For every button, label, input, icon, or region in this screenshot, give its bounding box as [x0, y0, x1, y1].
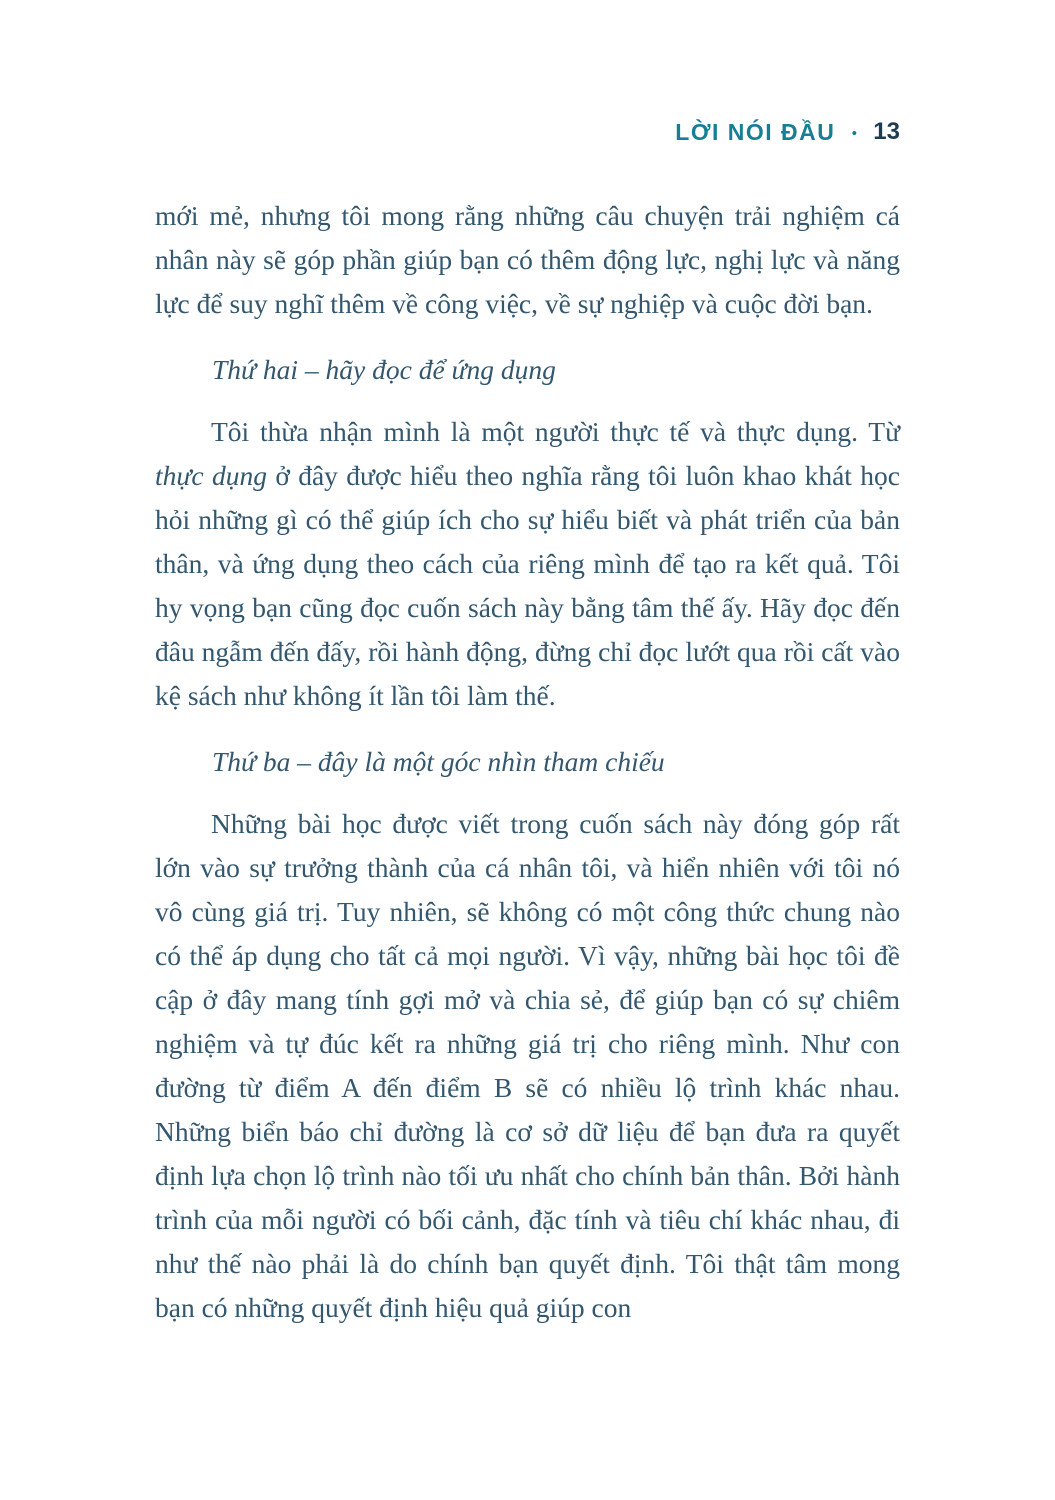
paragraph	[155, 410, 900, 718]
paragraph	[155, 194, 900, 326]
emphasized-text: Thứ ba – đây là một góc nhìn tham chiếu	[212, 746, 665, 777]
page-header	[155, 118, 900, 146]
body-text: Tôi thừa nhận mình là một người thực tế và thực dụng. Từ	[211, 416, 900, 447]
paragraph	[155, 802, 900, 1330]
emphasized-text: thực dụng	[155, 460, 267, 491]
section-heading	[155, 348, 900, 392]
section-heading	[155, 740, 900, 784]
body-text: mới mẻ, nhưng tôi mong rằng những câu chuyện trải nghiệm cá nhân này sẽ góp phần giúp bạn có thêm động lực, nghị lực và năng lực để suy nghĩ thêm về công việc, về sự nghiệp và cuộc đời bạn.	[155, 200, 900, 319]
page-number: 13	[873, 118, 900, 145]
emphasized-text: Thứ hai – hãy đọc để ứng dụng	[212, 354, 556, 385]
chapter-title: LỜI NÓI ĐẦU	[675, 118, 836, 145]
page-content	[155, 194, 900, 1330]
body-text: Những bài học được viết trong cuốn sách này đóng góp rất lớn vào sự trưởng thành của cá nhân tôi, và hiển nhiên với tôi nó vô cùng giá trị. Tuy nhiên, sẽ không có một công thức chung nào có thể áp dụng cho tất cả mọi người. Vì vậy, những bài học tôi đề cập ở đây mang tính gợi mở và chia sẻ, để giúp bạn có sự chiêm nghiệm và tự đúc kết ra những giá trị cho riêng mình. Như con đường từ điểm A đến điểm B sẽ có nhiều lộ trình khác nhau. Những biển báo chỉ đường là cơ sở dữ liệu để bạn đưa ra quyết định lựa chọn lộ trình nào tối ưu nhất cho chính bản thân. Bởi hành trình của mỗi người có bối cảnh, đặc tính và tiêu chí khác nhau, đi như thế nào phải là do chính bạn quyết định. Tôi thật tâm mong bạn có những quyết định hiệu quả giúp con	[155, 808, 900, 1323]
body-text: ở đây được hiểu theo nghĩa rằng tôi luôn khao khát học hỏi những gì có thể giúp ích cho sự hiểu biết và phát triển của bản thân, và ứng dụng theo cách của riêng mình để tạo ra kết quả. Tôi hy vọng bạn cũng đọc cuốn sách này bằng tâm thế ấy. Hãy đọc đến đâu ngẫm đến đấy, rồi hành động, đừng chỉ đọc lướt qua rồi cất vào kệ sách như không ít lần tôi làm thế.	[155, 460, 900, 711]
bullet-icon: •	[851, 123, 858, 143]
